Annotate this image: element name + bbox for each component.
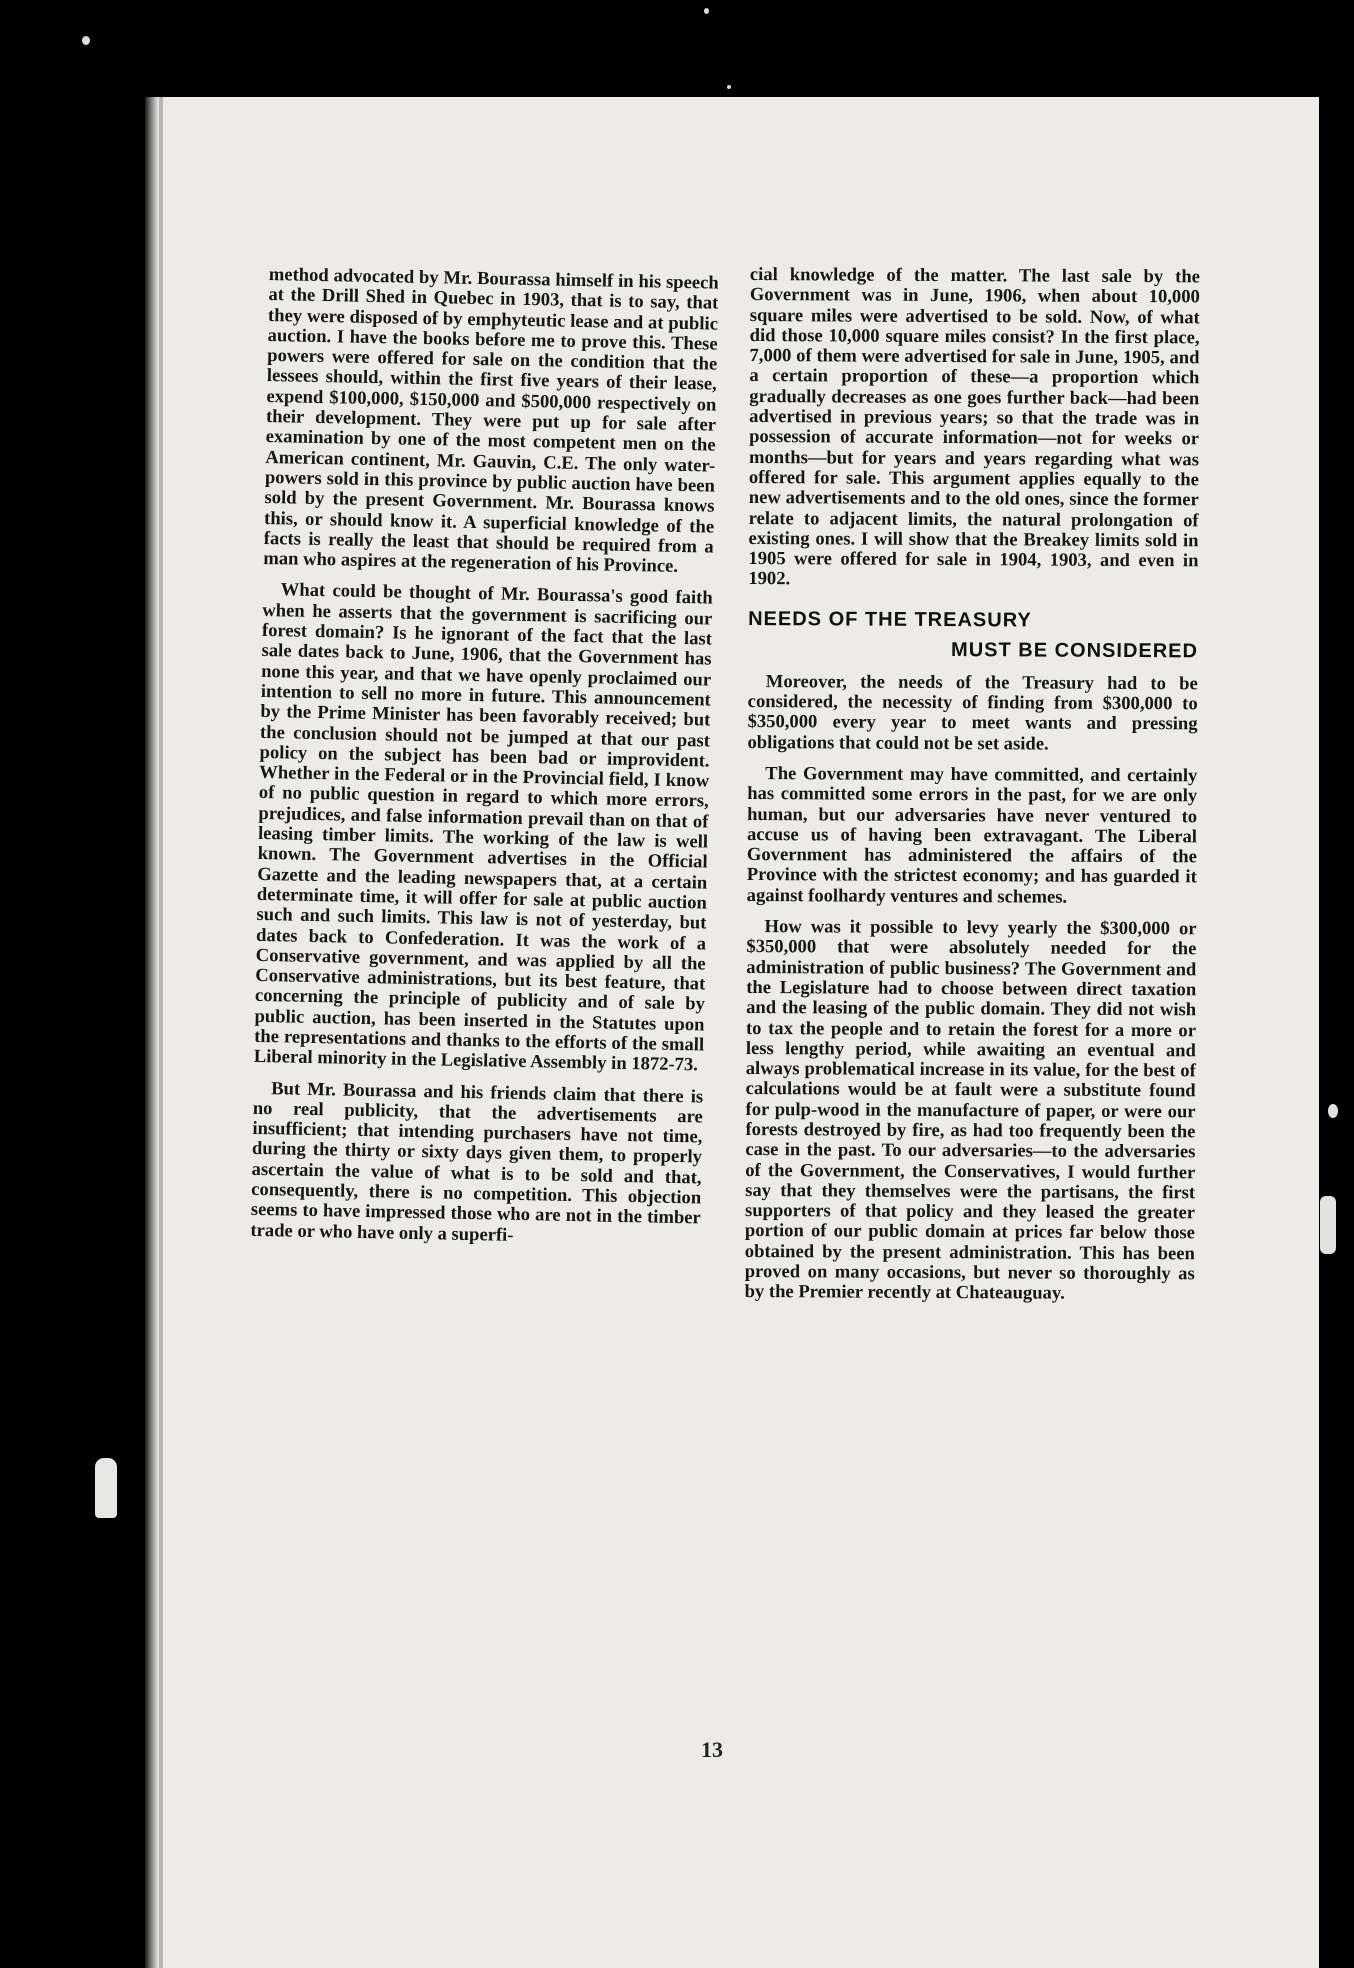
scan-speck	[1328, 1104, 1338, 1118]
scan-speck	[704, 8, 709, 14]
paragraph: The Government may have committed, and certainly has committed some errors in the past, for we are only human, but our adversaries have never ventured to accuse us of having been extravagant. The Liberal Government has administered the affairs of the Province with the strictest economy; and has guarded it against foolhardy ventures and schemes.	[746, 763, 1198, 908]
section-heading-line-2: MUST BE CONSIDERED	[951, 638, 1199, 663]
page-number: 13	[701, 1737, 723, 1762]
paragraph: But Mr. Bourassa and his friends claim that there is no real publicity, that the advertisements are insufficient; that intending purchasers have not time, during the thirty or sixty days given them, to properly ascertain the value of what is to be sold and that, consequently, there is no competition. This objection seems to have impressed those who are not in the timber trade or who have only a superfi-	[250, 1077, 704, 1246]
paragraph: What could be thought of Mr. Bourassa's good faith when he asserts that the government is sacrificing our forest domain? Is he ignorant of the fact that the last sale dates back to June, 1906, that the Government has none this year, and that we have openly proclaimed our intention to sell no more in future. This announcement by the Prime Minister has been favorably received; but the conclusion should not be jumped at that our past policy on the subject has been bad or improvident. Whether in the Federal or in the Provincial field, I know of no public question in regard to which more errors, prejudices, and false information prevail than on that of leasing timber limits. The working of the law is well known. The Government advertises in the Official Gazette and the leading newspapers that, at a certain determinate time, it will offer for sale at public auction such and such limits. This law is not of yesterday, but dates back to Confederation. It was the work of a Conservative government, and was applied by all the Conservative administrations, but its best feature, that concerning the principle of publicity and of sale by public auction, has been inserted in the Statutes upon the representations and thanks to the efforts of the small Liberal minority in the Legislative Assembly in 1872-73.	[253, 579, 713, 1076]
left-text-column	[250, 265, 719, 1260]
paragraph: cial knowledge of the matter. The last sale by the Government was in June, 1906, when about 10,000 square miles were advertised to be sold. Now, of what did those 10,000 square miles consist? In the first place, 7,000 of them were advertised for sale in June, 1905, and a certain proportion of these—a proportion which gradually decreases as one goes further back—had been advertised in previous years; so that the trade was in possession of accurate information—not for weeks or months—but for years and years regarding what was offered for sale. This argument applies equally to the new advertisements and to the old ones, since the former relate to adjacent limits, the natural prolongation of existing ones. I will show that the Breakey limits sold in 1905 were offered for sale in 1904, 1903, and even in 1902.	[748, 264, 1200, 590]
document-page	[145, 97, 1319, 1968]
section-heading	[748, 604, 1198, 666]
paragraph: Moreover, the needs of the Treasury had to be considered, the necessity of finding from $300,000 to $350,000 every year to meet wants and pressing obligations that could not be set aside.	[747, 670, 1198, 755]
scan-speck	[727, 85, 731, 89]
page-fold-line	[159, 97, 163, 1968]
scan-margin-mark	[95, 1458, 117, 1518]
scan-margin-mark	[1320, 1196, 1336, 1254]
section-heading-line-1: NEEDS OF THE TREASURY	[748, 607, 1032, 632]
paragraph: method advocated by Mr. Bourassa himself in his speech at the Drill Shed in Quebec in 1903, that is to say, that they were disposed of by emphyteutic lease and at public auction. I have the books before me to prove this. These powers were offered for sale on the condition that the lessees should, within the first five years of their lease, expend $100,000, $150,000 and $500,000 respectively on their development. They were put up for sale after examination by one of the most competent men on the American continent, Mr. Gauvin, C.E. The only water-powers sold in this province by public auction have been sold by the present Government. Mr. Bourassa knows this, or should know it. A superficial knowledge of the facts is really the least that should be required from a man who aspires at the regeneration of his Province.	[263, 264, 719, 578]
right-text-column	[745, 265, 1200, 1316]
page-binding-edge	[145, 97, 159, 1968]
paragraph: How was it possible to levy yearly the $300,000 or $350,000 that were absolutely needed for the administration of public business? The Government and the Legislature had to choose between direct taxation and the leasing of the public domain. They did not wish to tax the people and to retain the forest for a more or less lengthy period, while awaiting an eventual and always problematical increase in its value, for the best of calculations would be at fault were a substitute found for pulp-wood in the manufacture of paper, or were our forests destroyed by fire, as had too frequently been the case in the past. To our adversaries—to the adversaries of the Government, the Conservatives, I would further say that they themselves were the partisans, the first supporters of that policy and they leased the greater portion of our public domain at prices far below those obtained by the present administration. This has been proved on many occasions, but never so thoroughly as by the Premier recently at Chateauguay.	[744, 916, 1197, 1305]
scan-speck	[82, 36, 90, 45]
